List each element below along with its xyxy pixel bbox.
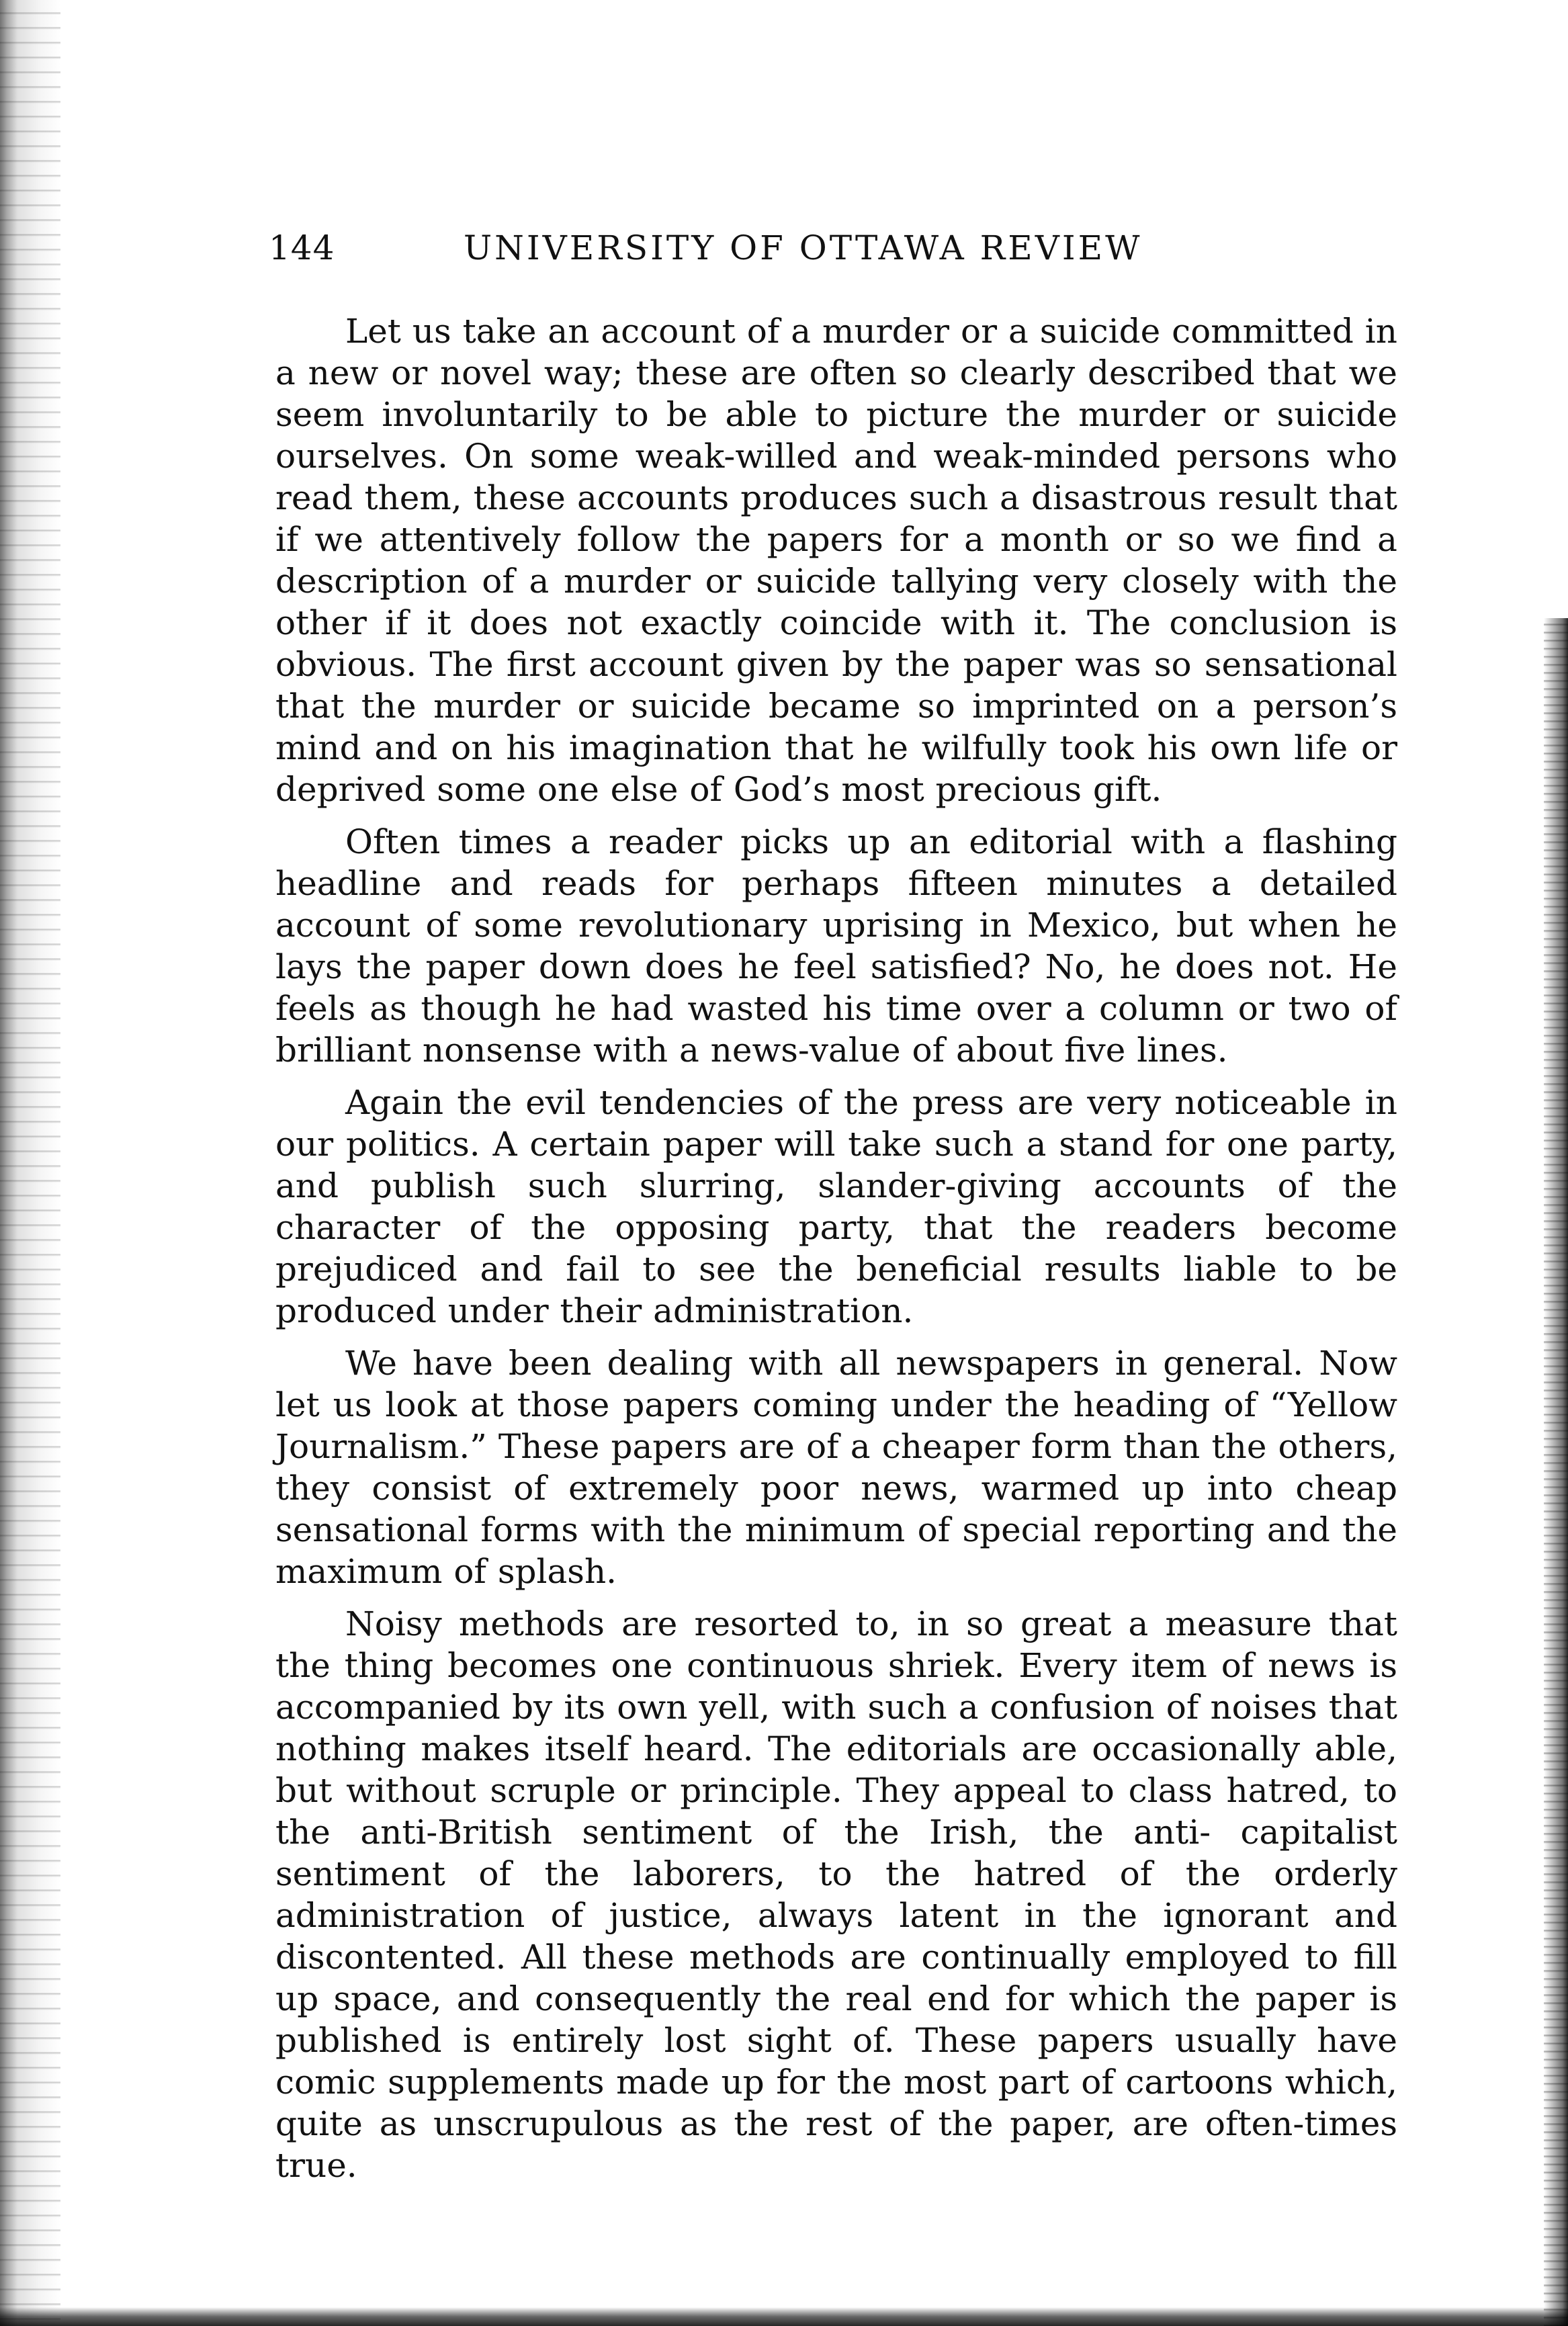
paragraph-3: Again the evil tendencies of the press are very noticeable in our politics. A certain paper will take such a stand for one party, and publish such slurring, slander-giving accounts of the character of the opposing party, that the readers become prejudiced and fail to see the beneficial results liable to be produced under their administration.	[275, 1083, 1397, 1330]
page-header	[269, 228, 1397, 282]
book-binding-edge	[0, 0, 60, 2326]
paragraph-4: We have been dealing with all newspapers in general. Now let us look at those papers coming under the heading of “Yellow Journalism.” These papers are of a cheaper form than the others, they consist of extremely poor news, warmed up into cheap sensational forms with the minimum of special reporting and the maximum of splash.	[275, 1344, 1397, 1591]
paragraph-1: Let us take an account of a murder or a suicide committed in a new or novel way; these are often so clearly described that we seem involuntarily to be able to picture the murder or suicide ourselves. On some weak-willed and weak-minded persons who read them, these accounts produces such a disastrous result that if we attentively follow the papers for a month or so we find a description of a murder or suicide tallying very closely with the other if it does not exactly coincide with it. The conclusion is obvious. The first account given by the paper was so sensational that the murder or suicide became so imprinted on a person’s mind and on his imagination that he wilfully took his own life or deprived some one else of God’s most precious gift.	[275, 312, 1397, 809]
page-bottom-edge	[0, 2307, 1568, 2326]
body-text	[275, 310, 1397, 2197]
running-head: UNIVERSITY OF OTTAWA REVIEW	[464, 228, 1143, 267]
page-number: 144	[269, 228, 335, 267]
paragraph-5: Noisy methods are resorted to, in so great a measure that the thing becomes one continuous shriek. Every item of news is accompanied by its own yell, with such a confusion of noises that nothing makes itself heard. The editorials are occasionally able, but without scruple or principle. They appeal to class hatred, to the anti-British sentiment of the Irish, the anti- capitalist sentiment of the laborers, to the hatred of the orderly administration of justice, always latent in the ignorant and discontented. All these methods are continually employed to fill up space, and consequently the real end for which the paper is published is entirely lost sight of. These papers usually have comic supplements made up for the most part of cartoons which, quite as unscrupulous as the rest of the paper, are often-times true.	[275, 1604, 1397, 2185]
paragraph-2: Often times a reader picks up an editorial with a flashing headline and reads for perhaps fifteen minutes a detailed account of some revolutionary uprising in Mexico, but when he lays the paper down does he feel satisfied? No, he does not. He feels as though he had wasted his time over a column or two of brilliant nonsense with a news-value of about five lines.	[275, 822, 1397, 1070]
page-right-edge	[1544, 618, 1568, 2326]
